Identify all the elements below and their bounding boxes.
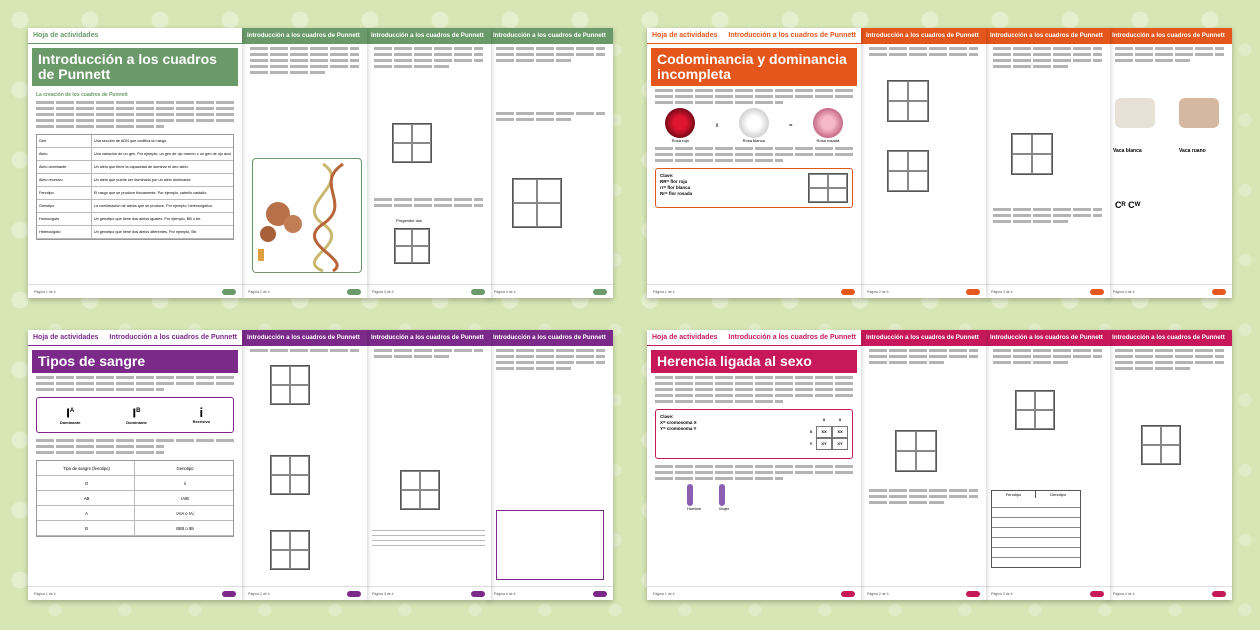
footer-page: Página 2 de 4 <box>248 289 270 294</box>
punnett-square <box>392 123 432 163</box>
footer-page: Página 2 de 4 <box>248 591 270 596</box>
phenotype-table: Fenotipo Genotipo <box>991 490 1081 499</box>
twinkl-logo <box>347 289 361 295</box>
twinkl-logo <box>1212 591 1226 597</box>
definitions-table <box>36 134 234 240</box>
twinkl-logo <box>471 591 485 597</box>
page-header: Introducción a los cuadros de Punnett <box>242 330 367 346</box>
page-title: Herencia ligada al sexo <box>651 350 857 373</box>
punnett-square <box>512 178 562 228</box>
table-row: Genotipo La combinación de alelos que se produce. Por ejemplo, heterocigótico. <box>37 200 233 213</box>
side-page-4[interactable] <box>488 28 613 298</box>
footer-page: Página 4 de 4 <box>1113 591 1135 596</box>
twinkl-logo <box>222 289 236 295</box>
punnett-square <box>1015 390 1055 430</box>
side-page-2[interactable] <box>861 28 986 298</box>
twinkl-logo <box>841 289 855 295</box>
roan-cow-image <box>1179 98 1219 128</box>
table-row: Fenotipo El rasgo que se produce físicamente. Por ejemplo, cabello castaño. <box>37 187 233 200</box>
side-page-3[interactable] <box>985 330 1110 600</box>
table-row: Homocigoto Un genotipo que tiene dos alelos iguales. Por ejemplo, BB o bb. <box>37 213 233 226</box>
table-row: Alelo Una variación de un gen. Por ejemplo, un gen de ojo marrón o un gen de ojo azul. <box>37 148 233 161</box>
side-page-2[interactable] <box>242 330 367 600</box>
table-row: B IBIB o IBi <box>37 521 233 536</box>
side-page-4[interactable] <box>1107 330 1232 600</box>
main-page[interactable] <box>647 28 861 298</box>
page-header: Introducción a los cuadros de Punnett <box>488 330 613 346</box>
page-title: Tipos de sangre <box>32 350 238 373</box>
label-white-cow: Vaca blanca <box>1113 148 1142 154</box>
twinkl-logo <box>1212 289 1226 295</box>
phenotype-table-body <box>991 498 1081 568</box>
footer-page: Página 1 de 4 <box>34 591 56 596</box>
table-row: O ii <box>37 476 233 491</box>
white-rose-image <box>739 108 769 138</box>
key-box: Clave: X= cromosoma X Y= cromosoma Y X X X XX XX Y XY XY <box>655 409 853 459</box>
label-roan-cow: Vaca ruano <box>1179 148 1206 154</box>
side-page-2[interactable] <box>242 28 367 298</box>
footer-page: Página 1 de 4 <box>34 289 56 294</box>
main-page[interactable] <box>28 28 242 298</box>
main-header: Hoja de actividades Introducción a los cuadros de Punnett <box>647 28 861 44</box>
footer-page: Página 4 de 4 <box>1113 289 1135 294</box>
punnett-square <box>270 365 310 405</box>
page-header: Introducción a los cuadros de Punnett <box>985 330 1110 346</box>
twinkl-logo <box>1090 591 1104 597</box>
twinkl-logo <box>1090 289 1104 295</box>
answer-box[interactable] <box>496 510 604 580</box>
table-row: Alelo recesivo Un alelo que puede ser dominado por un alelo dominante. <box>37 174 233 187</box>
punnett-square <box>895 430 937 472</box>
page-title: Introducción a los cuadros de Punnett <box>32 48 238 86</box>
twinkl-logo <box>347 591 361 597</box>
punnett-square <box>270 530 310 570</box>
table-row: Gen Una sección de ADN que codifica un rasgo. <box>37 135 233 148</box>
footer-page: Página 4 de 4 <box>494 289 516 294</box>
table-row: Heterocigoto Un genotipo que tiene dos alelos diferentes. Por ejemplo, Bb. <box>37 226 233 239</box>
table-header-row: Tipo de sangre (fenotipo) Genotipo <box>37 461 233 476</box>
worksheet-set-ligada <box>647 330 1232 600</box>
worksheet-set-codominancia <box>647 28 1232 298</box>
pink-rose-image <box>813 108 843 138</box>
twinkl-logo <box>593 591 607 597</box>
white-cow-image <box>1115 98 1155 128</box>
alleles-box: $I^A$ Dominante $I^B$ Dominante i Recesivo <box>36 397 234 433</box>
footer-page: Página 2 de 4 <box>867 591 889 596</box>
twinkl-logo <box>966 289 980 295</box>
twinkl-logo <box>471 289 485 295</box>
page-header: Introducción a los cuadros de Punnett <box>366 330 491 346</box>
blood-type-table <box>36 460 234 537</box>
footer-page: Página 4 de 4 <box>494 591 516 596</box>
page-title: Codominancia y dominancia incompleta <box>651 48 857 86</box>
twinkl-logo <box>841 591 855 597</box>
table-row: Alelo dominante Un alelo que tiene la capacidad de dominar el otro alelo. <box>37 161 233 174</box>
main-header: Hoja de actividades Introducción a los cuadros de Punnett <box>28 330 242 346</box>
footer-page: Página 1 de 4 <box>653 289 675 294</box>
key-box: Clave: RR= flor roja rr= flor blanca Rr= flor rosada <box>655 168 853 208</box>
main-page[interactable] <box>647 330 861 600</box>
page-header: Introducción a los cuadros de Punnett <box>1107 28 1232 44</box>
footer-page: Página 3 de 4 <box>991 591 1013 596</box>
flower-row: Rosa roja x Rosa blanca = Rosa rosada <box>655 108 853 143</box>
page-header: Introducción a los cuadros de Punnett <box>861 330 986 346</box>
side-page-4[interactable] <box>1107 28 1232 298</box>
worksheet-set-punnett <box>28 28 613 298</box>
chromosome-illustration: Hombre Mujer <box>687 484 821 511</box>
main-page[interactable] <box>28 330 242 600</box>
punnett-square <box>400 470 440 510</box>
table-row: AB IAIB <box>37 491 233 506</box>
footer-page: Página 2 de 4 <box>867 289 889 294</box>
punnett-square <box>1141 425 1181 465</box>
main-header: Hoja de actividades Introducción a los cuadros de Punnett <box>647 330 861 346</box>
punnett-square <box>1011 133 1053 175</box>
red-rose-image <box>665 108 695 138</box>
sex-punnett-square: X X X XX XX Y XY XY <box>806 414 848 454</box>
graph-label: Progenitor dos <box>396 218 423 223</box>
footer-page: Página 3 de 4 <box>372 289 394 294</box>
dna-illustration <box>252 158 362 273</box>
twinkl-logo <box>593 289 607 295</box>
side-page-3[interactable] <box>366 330 491 600</box>
punnett-square <box>394 228 430 264</box>
twinkl-logo <box>966 591 980 597</box>
punnett-square <box>270 455 310 495</box>
allele-notation: Cᴿ Cᵂ <box>1115 200 1141 210</box>
page-header: Introducción a los cuadros de Punnett <box>1107 330 1232 346</box>
page-header: Introducción a los cuadros de Punnett <box>488 28 613 44</box>
side-page-2[interactable] <box>861 330 986 600</box>
punnett-square <box>808 173 848 203</box>
table-row: A IAIA o IAi <box>37 506 233 521</box>
side-page-3[interactable] <box>366 28 491 298</box>
footer-page: Página 1 de 4 <box>653 591 675 596</box>
page-header: Introducción a los cuadros de Punnett <box>242 28 367 44</box>
page-header: Introducción a los cuadros de Punnett <box>366 28 491 44</box>
punnett-square <box>887 80 929 122</box>
page-header: Introducción a los cuadros de Punnett <box>861 28 986 44</box>
twinkl-logo <box>222 591 236 597</box>
side-page-4[interactable] <box>488 330 613 600</box>
page-header: Introducción a los cuadros de Punnett <box>985 28 1110 44</box>
footer-page: Página 3 de 4 <box>372 591 394 596</box>
punnett-square <box>887 150 929 192</box>
side-page-3[interactable] <box>985 28 1110 298</box>
worksheet-set-sangre <box>28 330 613 600</box>
section-subtitle: La creación de los cuadros de Punnett <box>36 92 128 98</box>
footer-page: Página 3 de 4 <box>991 289 1013 294</box>
main-header: Hoja de actividades <box>28 28 242 44</box>
